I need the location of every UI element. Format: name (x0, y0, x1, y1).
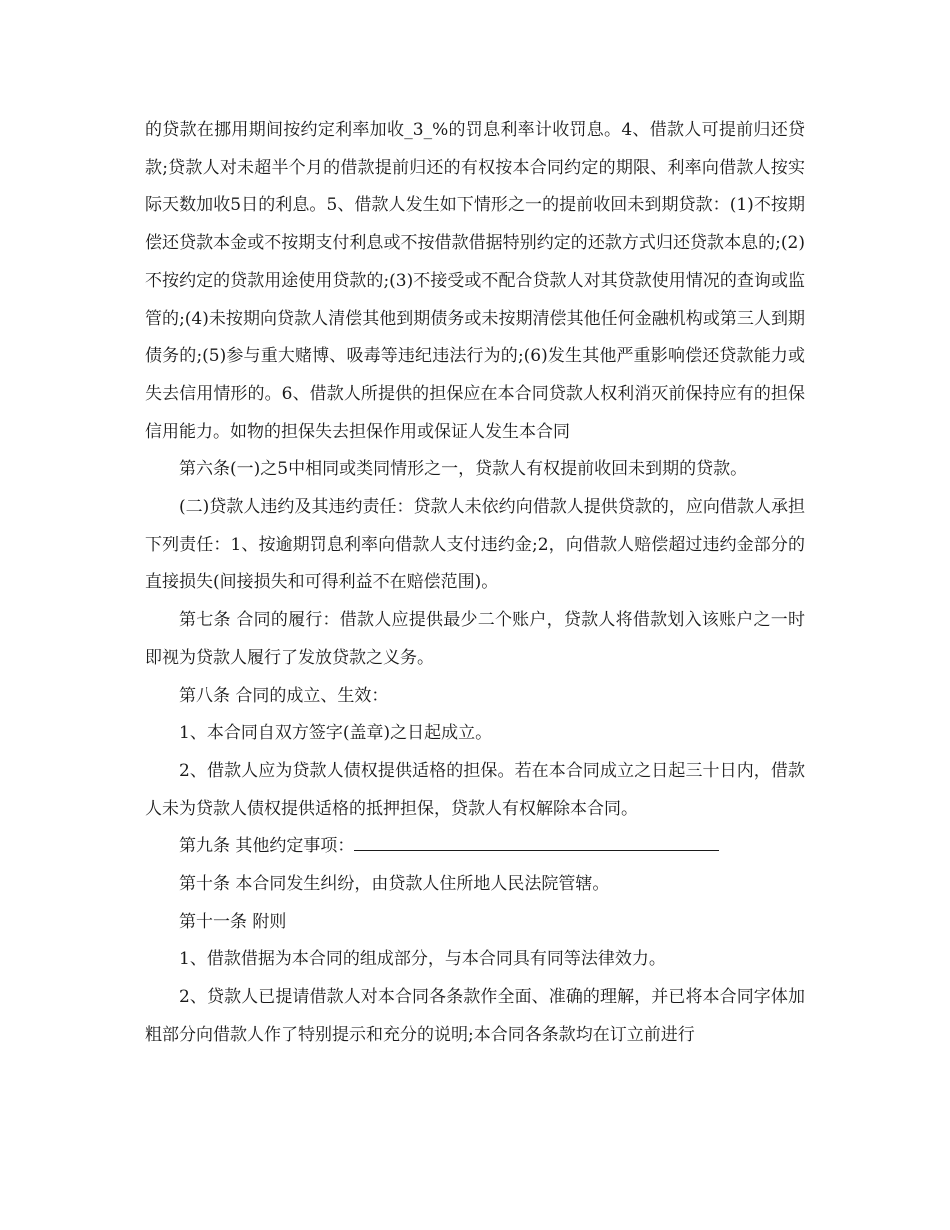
paragraph-article-9 (145, 828, 805, 866)
article-9-label: 第九条 其他约定事项： (179, 836, 355, 857)
paragraph-article-6-continued: 第六条(一)之5中相同或类同情形之一，贷款人有权提前收回未到期的贷款。 (179, 459, 748, 480)
paragraph-article-11-item-2: 2、贷款人已提请借款人对本合同各条款作全面、准确的理解，并已将本合同字体加粗部分向借款人作了特别提示和充分的说明;本合同各条款均在订立前进行 (145, 987, 805, 1045)
paragraph-article-8-heading: 第八条 合同的成立、生效： (179, 685, 389, 706)
paragraph-loan-terms: 的贷款在挪用期间按约定利率加收_3_%的罚息利率计收罚息。4、借款人可提前归还贷款;贷款人对未超半个月的借款提前归还的有权按本合同约定的期限、利率向借款人按实际天数加收5日的利息。5、借款人发生如下情形之一的提前收回未到期贷款：(1)不按期偿还贷款本金或不按期支付利息或不按借款借据特别约定的还款方式归还贷款本息的;(2)不按约定的贷款用途使用贷款的;(3)不接受或不配合贷款人对其贷款使用情况的查询或监管的;(4)未按期向贷款人清偿其他到期债务或未按期清偿其他任何金融机构或第三人到期债务的;(5)参与重大赌博、吸毒等违纪违法行为的;(6)发生其他严重影响偿还贷款能力或失去信用情形的。6、借款人所提供的担保应在本合同贷款人权利消灭前保持应有的担保信用能力。如物的担保失去担保作用或保证人发生本合同 (145, 120, 805, 442)
fill-in-blank-line (354, 849, 719, 851)
document-body (145, 112, 805, 1055)
paragraph-lender-default: (二)贷款人违约及其违约责任：贷款人未依约向借款人提供贷款的，应向借款人承担下列责任：1、按逾期罚息利率向借款人支付违约金;2，向借款人赔偿超过违约金部分的直接损失(间接损失和可得利益不在赔偿范围)。 (145, 497, 805, 593)
paragraph-article-7: 第七条 合同的履行：借款人应提供最少二个账户，贷款人将借款划入该账户之一时即视为贷款人履行了发放贷款之义务。 (145, 610, 805, 668)
paragraph-article-11-heading: 第十一条 附则 (179, 911, 287, 932)
paragraph-article-10: 第十条 本合同发生纠纷，由贷款人住所地人民法院管辖。 (179, 874, 610, 895)
paragraph-article-8-item-2: 2、借款人应为贷款人债权提供适格的担保。若在本合同成立之日起三十日内，借款人未为贷款人债权提供适格的抵押担保，贷款人有权解除本合同。 (145, 760, 805, 819)
paragraph-article-8-item-1: 1、本合同自双方签字(盖章)之日起成立。 (179, 723, 493, 744)
paragraph-article-11-item-1: 1、借款借据为本合同的组成部分，与本合同具有同等法律效力。 (179, 949, 666, 970)
